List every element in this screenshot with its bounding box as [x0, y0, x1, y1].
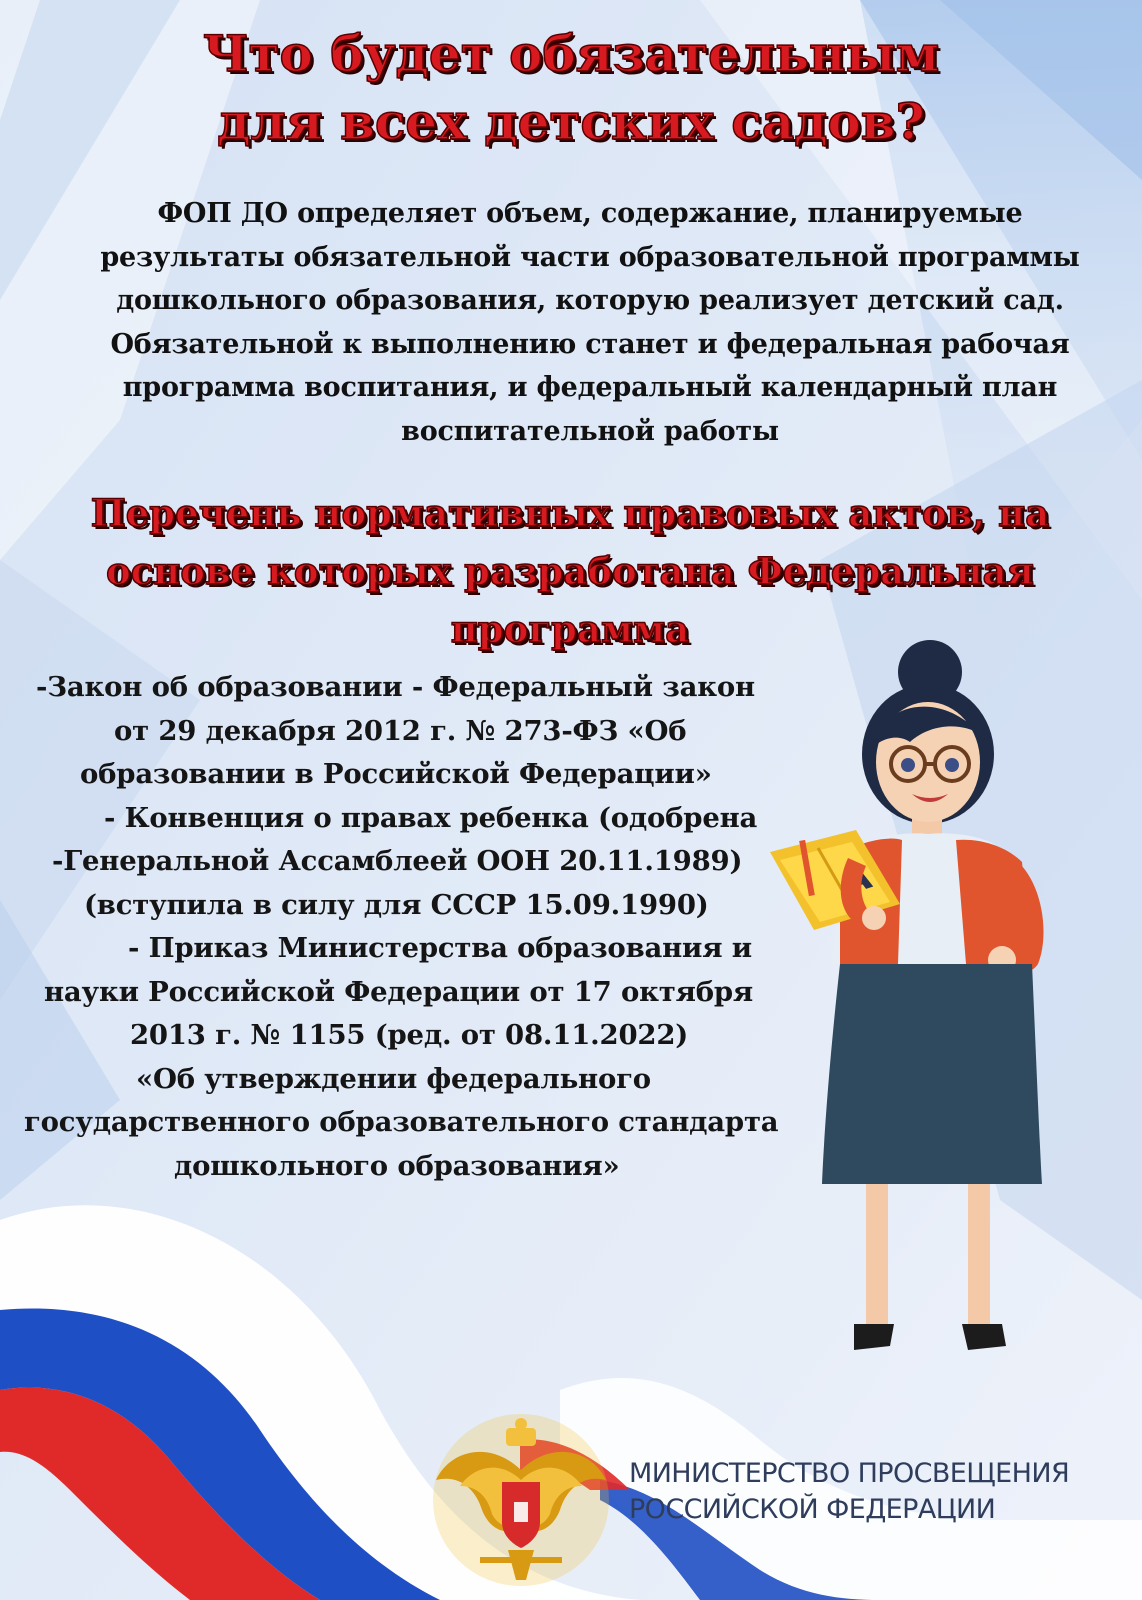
law-line: (вступила в силу для СССР 15.09.1990) — [84, 888, 709, 921]
law-list — [0, 666, 810, 1188]
title-line-2: для всех детских садов? — [217, 92, 925, 151]
law-line: 2013 г. № 1155 (ред. от 08.11.2022) — [130, 1019, 689, 1051]
section-heading-line: Перечень нормативных правовых актов, на — [90, 491, 1050, 535]
intro-line: программа воспитания, и федеральный календарный план — [122, 372, 1058, 403]
intro-line: результаты обязательной части образовательной программы — [100, 241, 1080, 273]
law-line: науки Российской Федерации от 17 октября — [44, 975, 753, 1008]
teacher-illustration — [770, 634, 1100, 1374]
page-title — [0, 20, 1142, 156]
ministry-caption — [629, 1456, 1069, 1528]
law-line: от 29 декабря 2012 г. № 273-ФЗ «Об — [114, 714, 687, 747]
law-line: - Конвенция о правах ребенка (одобрена — [104, 801, 758, 834]
law-line: дошкольного образования» — [174, 1149, 620, 1182]
intro-line: дошкольного образования, которую реализует детский сад. — [116, 285, 1064, 316]
law-line: -Закон об образовании - Федеральный закон — [36, 671, 755, 703]
law-line: «Об утверждении федерального — [136, 1062, 651, 1095]
law-line: - Приказ Министерства образования и — [128, 932, 752, 964]
section-heading-line: программа — [450, 607, 690, 651]
law-line: -Генеральной Ассамблеей ООН 20.11.1989) — [52, 845, 743, 877]
law-line: государственного образовательного стандарта — [24, 1106, 779, 1138]
intro-line: Обязательной к выполнению станет и федеральная рабочая — [110, 328, 1070, 360]
law-line: образовании в Российской Федерации» — [80, 758, 712, 790]
title-line-1: Что будет обязательным — [202, 24, 940, 83]
intro-line: воспитательной работы — [401, 415, 779, 447]
ministry-line-1: МИНИСТЕРСТВО ПРОСВЕЩЕНИЯ — [629, 1458, 1070, 1489]
intro-line: ФОП ДО определяет объем, содержание, планируемые — [157, 198, 1023, 229]
ministry-line-2: РОССИЙСКОЙ ФЕДЕРАЦИИ — [629, 1494, 996, 1525]
coat-of-arms-emblem — [430, 1410, 612, 1590]
section-heading — [70, 484, 1070, 658]
section-heading-line: основе которых разработана Федеральная — [106, 549, 1034, 593]
intro-paragraph — [70, 192, 1110, 453]
